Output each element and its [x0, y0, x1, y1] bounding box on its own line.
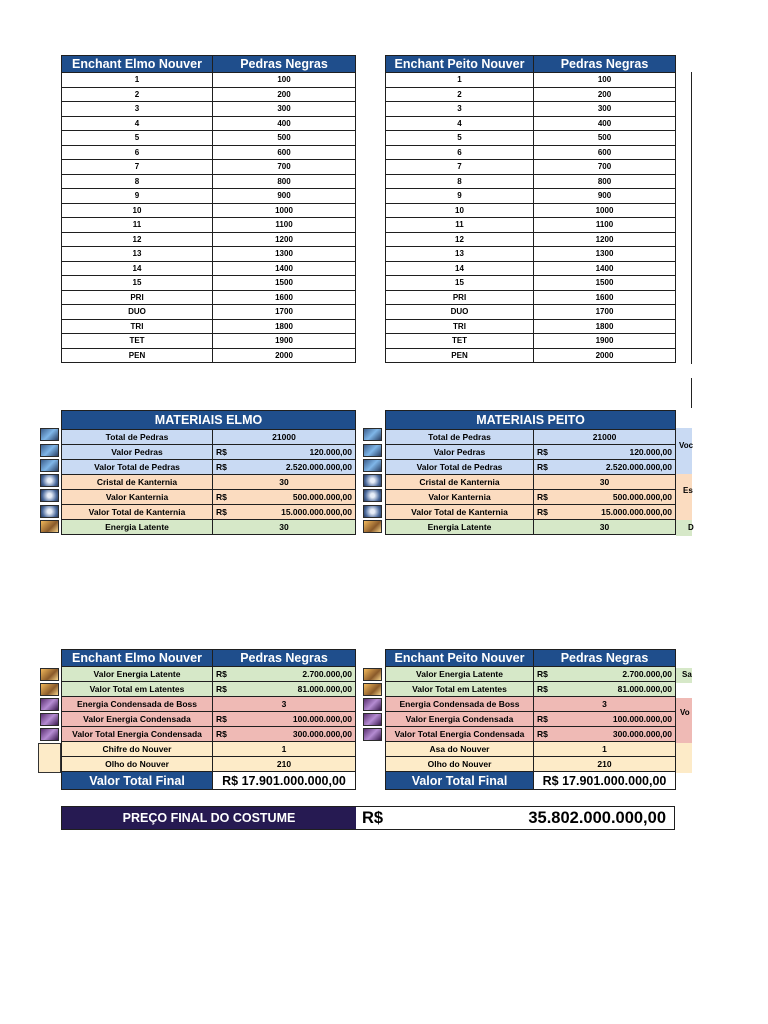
column-header[interactable]: Pedras Negras	[534, 650, 676, 667]
table-row	[386, 189, 676, 204]
resumo-peito-table	[385, 649, 676, 790]
column-header[interactable]: Enchant Elmo Nouver	[62, 650, 213, 667]
table-row	[62, 174, 356, 189]
level-cell[interactable]: 9	[62, 189, 213, 204]
row-label[interactable]: Energia Latente	[62, 520, 213, 535]
latent-energy-icon	[363, 683, 382, 696]
column-header[interactable]: Pedras Negras	[534, 56, 676, 73]
table-row	[386, 145, 676, 160]
column-header[interactable]: Pedras Negras	[213, 650, 356, 667]
cell-value[interactable]: 30	[534, 520, 676, 535]
row-label[interactable]: Valor Kanternia	[386, 490, 534, 505]
kanternia-crystal-icon	[40, 489, 59, 502]
table-row	[62, 116, 356, 131]
final-price-row	[61, 806, 675, 830]
currency-symbol: R$	[537, 507, 548, 517]
row-label[interactable]: Valor Energia Latente	[386, 667, 534, 682]
level-cell[interactable]: TET	[386, 334, 534, 349]
cell-value: 15.000.000.000,00	[281, 507, 352, 517]
table-row	[386, 305, 676, 320]
table-row	[62, 203, 356, 218]
table-row	[62, 145, 356, 160]
level-cell[interactable]: 8	[386, 174, 534, 189]
final-total-value[interactable]: R$ 17.901.000.000,00	[213, 772, 356, 790]
empty-cell[interactable]	[38, 743, 61, 773]
row-label[interactable]: Energia Condensada de Boss	[386, 697, 534, 712]
stones-cell[interactable]: 1300	[213, 247, 356, 262]
stones-cell[interactable]: 400	[213, 116, 356, 131]
cell-text: Voc	[679, 441, 694, 450]
cell-value[interactable]: 210	[213, 757, 356, 772]
currency-symbol: R$	[537, 492, 548, 502]
level-cell[interactable]: TRI	[386, 319, 534, 334]
level-cell[interactable]: 3	[386, 102, 534, 117]
stones-cell[interactable]: 300	[534, 102, 676, 117]
level-cell[interactable]: 11	[62, 218, 213, 233]
row-label[interactable]: Total de Pedras	[62, 430, 213, 445]
stones-cell[interactable]: 1500	[534, 276, 676, 291]
level-cell[interactable]: 13	[386, 247, 534, 262]
stones-cell[interactable]: 900	[534, 189, 676, 204]
cut-off-cell[interactable]	[676, 428, 692, 474]
cell-value: 2.700.000,00	[302, 669, 352, 679]
row-label[interactable]: Olho do Nouver	[62, 757, 213, 772]
cut-off-cell[interactable]	[676, 698, 692, 743]
level-cell[interactable]: 6	[62, 145, 213, 160]
table-row	[62, 319, 356, 334]
row-label[interactable]: Cristal de Kanternia	[62, 475, 213, 490]
currency-cell[interactable]	[213, 460, 356, 475]
black-stone-icon	[363, 444, 382, 457]
level-cell[interactable]: 1	[386, 73, 534, 88]
stones-cell[interactable]: 1900	[213, 334, 356, 349]
cell-value[interactable]: 30	[534, 475, 676, 490]
level-cell[interactable]: 8	[62, 174, 213, 189]
stones-cell[interactable]: 1300	[534, 247, 676, 262]
table-row	[386, 247, 676, 262]
table-row	[386, 102, 676, 117]
stones-cell[interactable]: 1200	[534, 232, 676, 247]
black-stone-icon	[363, 428, 382, 441]
stones-cell[interactable]: 1600	[213, 290, 356, 305]
cell-value: 81.000.000,00	[297, 684, 352, 694]
cell-value[interactable]: 21000	[213, 430, 356, 445]
currency-symbol: R$	[537, 729, 548, 739]
table-row	[386, 87, 676, 102]
stones-cell[interactable]: 700	[534, 160, 676, 175]
level-cell[interactable]: DUO	[62, 305, 213, 320]
currency-symbol: R$	[537, 669, 548, 679]
table-row	[62, 87, 356, 102]
level-cell[interactable]: PRI	[62, 290, 213, 305]
level-cell[interactable]: 3	[62, 102, 213, 117]
row-label[interactable]: Valor Total Energia Condensada	[62, 727, 213, 742]
table-row	[386, 319, 676, 334]
stones-cell[interactable]: 200	[213, 87, 356, 102]
final-total-label[interactable]: Valor Total Final	[62, 772, 213, 790]
stones-cell[interactable]: 600	[213, 145, 356, 160]
stones-cell[interactable]: 2000	[213, 348, 356, 363]
level-cell[interactable]: 5	[62, 131, 213, 146]
row-label[interactable]: Total de Pedras	[386, 430, 534, 445]
table-row	[62, 305, 356, 320]
table-row	[386, 232, 676, 247]
cell-value: 100.000.000,00	[292, 714, 352, 724]
currency-cell[interactable]	[213, 727, 356, 742]
currency-cell[interactable]	[213, 490, 356, 505]
table-row	[62, 348, 356, 363]
cut-off-cell[interactable]	[676, 520, 692, 536]
row-label[interactable]: Valor Energia Condensada	[62, 712, 213, 727]
currency-cell[interactable]	[213, 667, 356, 682]
stones-cell[interactable]: 400	[534, 116, 676, 131]
currency-symbol: R$	[537, 684, 548, 694]
cell-value: 300.000.000,00	[292, 729, 352, 739]
row-label[interactable]: Asa do Nouver	[386, 742, 534, 757]
peito-enchant-table	[385, 55, 676, 363]
row-label[interactable]: Energia Condensada de Boss	[62, 697, 213, 712]
row-label[interactable]: Valor Pedras	[386, 445, 534, 460]
table-row	[386, 73, 676, 88]
row-label[interactable]: Energia Latente	[386, 520, 534, 535]
final-price-cell[interactable]	[356, 807, 674, 829]
boss-energy-icon	[40, 698, 59, 711]
materiais-peito-table	[385, 410, 676, 535]
currency-symbol: R$	[216, 507, 227, 517]
level-cell[interactable]: PRI	[386, 290, 534, 305]
currency-symbol: R$	[537, 462, 548, 472]
table-row	[62, 247, 356, 262]
level-cell[interactable]: 15	[386, 276, 534, 291]
cell-value[interactable]: 1	[534, 742, 676, 757]
table-row	[62, 334, 356, 349]
table-row	[62, 276, 356, 291]
latent-energy-icon	[363, 668, 382, 681]
stones-cell[interactable]: 1800	[213, 319, 356, 334]
final-total-label[interactable]: Valor Total Final	[386, 772, 534, 790]
stones-cell[interactable]: 1700	[213, 305, 356, 320]
level-cell[interactable]: 12	[62, 232, 213, 247]
stones-cell[interactable]: 700	[213, 160, 356, 175]
column-header[interactable]: Enchant Peito Nouver	[386, 56, 534, 73]
table-row	[386, 203, 676, 218]
boss-energy-icon	[363, 698, 382, 711]
resumo-elmo-table	[61, 649, 356, 790]
cell-value: 2.520.000.000,00	[605, 462, 673, 472]
cell-value[interactable]: 21000	[534, 430, 676, 445]
currency-symbol: R$	[216, 462, 227, 472]
table-row	[62, 189, 356, 204]
level-cell[interactable]: 14	[386, 261, 534, 276]
kanternia-crystal-icon	[363, 474, 382, 487]
level-cell[interactable]: 9	[386, 189, 534, 204]
row-label[interactable]: Valor Total Energia Condensada	[386, 727, 534, 742]
latent-energy-icon	[40, 683, 59, 696]
currency-cell[interactable]	[213, 445, 356, 460]
row-label[interactable]: Valor Total de Pedras	[386, 460, 534, 475]
level-cell[interactable]: 11	[386, 218, 534, 233]
table-row	[386, 261, 676, 276]
level-cell[interactable]: 1	[62, 73, 213, 88]
level-cell[interactable]: 2	[62, 87, 213, 102]
table-row	[62, 261, 356, 276]
currency-symbol: R$	[362, 808, 384, 827]
kanternia-crystal-icon	[363, 489, 382, 502]
currency-cell[interactable]	[534, 727, 676, 742]
cell-value: 120.000,00	[309, 447, 352, 457]
cell-value: 100.000.000,00	[612, 714, 672, 724]
cut-off-cell[interactable]	[676, 668, 692, 683]
cell-text: Es	[683, 486, 693, 495]
column-header[interactable]: Enchant Elmo Nouver	[62, 56, 213, 73]
cell-value: 300.000.000,00	[612, 729, 672, 739]
latent-energy-icon	[40, 668, 59, 681]
currency-cell[interactable]	[534, 682, 676, 697]
final-total-value[interactable]: R$ 17.901.000.000,00	[534, 772, 676, 790]
black-stone-icon	[40, 459, 59, 472]
table-row	[62, 218, 356, 233]
cell-value: 2.520.000.000,00	[285, 462, 352, 472]
table-row	[386, 276, 676, 291]
currency-symbol: R$	[216, 729, 227, 739]
currency-symbol: R$	[537, 714, 548, 724]
level-cell[interactable]: TET	[62, 334, 213, 349]
currency-symbol: R$	[216, 447, 227, 457]
table-row	[386, 348, 676, 363]
cell-value: 500.000.000,00	[612, 492, 673, 502]
currency-symbol: R$	[216, 492, 227, 502]
table-row	[386, 160, 676, 175]
level-cell[interactable]: 7	[62, 160, 213, 175]
currency-symbol: R$	[216, 714, 227, 724]
stones-cell[interactable]: 1900	[534, 334, 676, 349]
stones-cell[interactable]: 600	[534, 145, 676, 160]
materiais-elmo-table	[61, 410, 356, 535]
cell-value: 2.700.000,00	[622, 669, 672, 679]
stones-cell[interactable]: 900	[213, 189, 356, 204]
black-stone-icon	[363, 459, 382, 472]
sheet-border-line	[691, 378, 692, 408]
row-label[interactable]: Valor Total em Latentes	[62, 682, 213, 697]
cut-off-cell[interactable]	[676, 743, 692, 773]
currency-cell[interactable]	[534, 460, 676, 475]
level-cell[interactable]: 13	[62, 247, 213, 262]
stones-cell[interactable]: 800	[534, 174, 676, 189]
table-row	[386, 131, 676, 146]
row-label[interactable]: Valor Energia Latente	[62, 667, 213, 682]
kanternia-crystal-icon	[40, 474, 59, 487]
table-row	[62, 131, 356, 146]
row-label[interactable]: Olho do Nouver	[386, 757, 534, 772]
table-row	[386, 218, 676, 233]
level-cell[interactable]: DUO	[386, 305, 534, 320]
level-cell[interactable]: 10	[386, 203, 534, 218]
level-cell[interactable]: 12	[386, 232, 534, 247]
row-label[interactable]: Valor Total em Latentes	[386, 682, 534, 697]
latent-energy-icon	[40, 520, 59, 533]
elmo-enchant-table	[61, 55, 356, 363]
currency-cell[interactable]	[213, 505, 356, 520]
level-cell[interactable]: 14	[62, 261, 213, 276]
cell-text: D	[688, 523, 694, 532]
stones-cell[interactable]: 300	[213, 102, 356, 117]
stones-cell[interactable]: 100	[534, 73, 676, 88]
boss-energy-icon	[40, 713, 59, 726]
table-row	[386, 116, 676, 131]
row-label[interactable]: Chifre do Nouver	[62, 742, 213, 757]
currency-cell[interactable]	[534, 445, 676, 460]
latent-energy-icon	[363, 520, 382, 533]
stones-cell[interactable]: 500	[534, 131, 676, 146]
currency-cell[interactable]	[534, 490, 676, 505]
table-row	[386, 334, 676, 349]
stones-cell[interactable]: 1100	[213, 218, 356, 233]
cell-value: 500.000.000,00	[292, 492, 352, 502]
final-price-value: 35.802.000.000,00	[528, 808, 666, 827]
level-cell[interactable]: 5	[386, 131, 534, 146]
stones-cell[interactable]: 1700	[534, 305, 676, 320]
cell-value[interactable]: 210	[534, 757, 676, 772]
stones-cell[interactable]: 200	[534, 87, 676, 102]
stones-cell[interactable]: 1800	[534, 319, 676, 334]
stones-cell[interactable]: 100	[213, 73, 356, 88]
stones-cell[interactable]: 1500	[213, 276, 356, 291]
cut-off-cell[interactable]	[676, 474, 692, 520]
stones-cell[interactable]: 1400	[213, 261, 356, 276]
currency-cell[interactable]	[213, 712, 356, 727]
table-row	[62, 102, 356, 117]
currency-cell[interactable]	[534, 667, 676, 682]
boss-energy-icon	[363, 728, 382, 741]
boss-energy-icon	[40, 728, 59, 741]
currency-cell[interactable]	[213, 682, 356, 697]
column-header[interactable]: Enchant Peito Nouver	[386, 650, 534, 667]
table-row	[62, 232, 356, 247]
level-cell[interactable]: 7	[386, 160, 534, 175]
stones-cell[interactable]: 500	[213, 131, 356, 146]
cell-value[interactable]: 30	[213, 520, 356, 535]
column-header[interactable]: Pedras Negras	[213, 56, 356, 73]
cell-value[interactable]: 3	[213, 697, 356, 712]
level-cell[interactable]: 6	[386, 145, 534, 160]
row-label[interactable]: Cristal de Kanternia	[386, 475, 534, 490]
table-row	[386, 290, 676, 305]
stones-cell[interactable]: 1200	[213, 232, 356, 247]
black-stone-icon	[40, 428, 59, 441]
row-label[interactable]: Valor Kanternia	[62, 490, 213, 505]
level-cell[interactable]: 15	[62, 276, 213, 291]
cell-text: Sa	[682, 670, 692, 679]
currency-symbol: R$	[216, 684, 227, 694]
sheet-border-line	[691, 72, 692, 364]
cell-value[interactable]: 3	[534, 697, 676, 712]
stones-cell[interactable]: 2000	[534, 348, 676, 363]
black-stone-icon	[40, 444, 59, 457]
stones-cell[interactable]: 1000	[534, 203, 676, 218]
level-cell[interactable]: 4	[62, 116, 213, 131]
stones-cell[interactable]: 1100	[534, 218, 676, 233]
level-cell[interactable]: 10	[62, 203, 213, 218]
level-cell[interactable]: 2	[386, 87, 534, 102]
currency-cell[interactable]	[534, 712, 676, 727]
table-row	[62, 160, 356, 175]
stones-cell[interactable]: 800	[213, 174, 356, 189]
kanternia-crystal-icon	[363, 505, 382, 518]
currency-symbol: R$	[537, 447, 548, 457]
stones-cell[interactable]: 1400	[534, 261, 676, 276]
section-title: MATERIAIS ELMO	[62, 411, 356, 430]
section-title: MATERIAIS PEITO	[386, 411, 676, 430]
level-cell[interactable]: PEN	[62, 348, 213, 363]
row-label[interactable]: Valor Total de Kanternia	[62, 505, 213, 520]
level-cell[interactable]: TRI	[62, 319, 213, 334]
row-label[interactable]: Valor Total de Kanternia	[386, 505, 534, 520]
currency-cell[interactable]	[534, 505, 676, 520]
row-label[interactable]: Valor Pedras	[62, 445, 213, 460]
row-label[interactable]: Valor Energia Condensada	[386, 712, 534, 727]
cell-value[interactable]: 1	[213, 742, 356, 757]
kanternia-crystal-icon	[40, 505, 59, 518]
cell-value: 15.000.000.000,00	[601, 507, 673, 517]
final-price-label[interactable]: PREÇO FINAL DO COSTUME	[62, 807, 356, 829]
stones-cell[interactable]: 1000	[213, 203, 356, 218]
boss-energy-icon	[363, 713, 382, 726]
level-cell[interactable]: PEN	[386, 348, 534, 363]
table-row	[62, 73, 356, 88]
level-cell[interactable]: 4	[386, 116, 534, 131]
cell-text: Vo	[680, 708, 690, 717]
stones-cell[interactable]: 1600	[534, 290, 676, 305]
row-label[interactable]: Valor Total de Pedras	[62, 460, 213, 475]
cell-value[interactable]: 30	[213, 475, 356, 490]
table-row	[62, 290, 356, 305]
table-row	[386, 174, 676, 189]
cell-value: 120.000,00	[629, 447, 673, 457]
currency-symbol: R$	[216, 669, 227, 679]
cell-value: 81.000.000,00	[617, 684, 672, 694]
